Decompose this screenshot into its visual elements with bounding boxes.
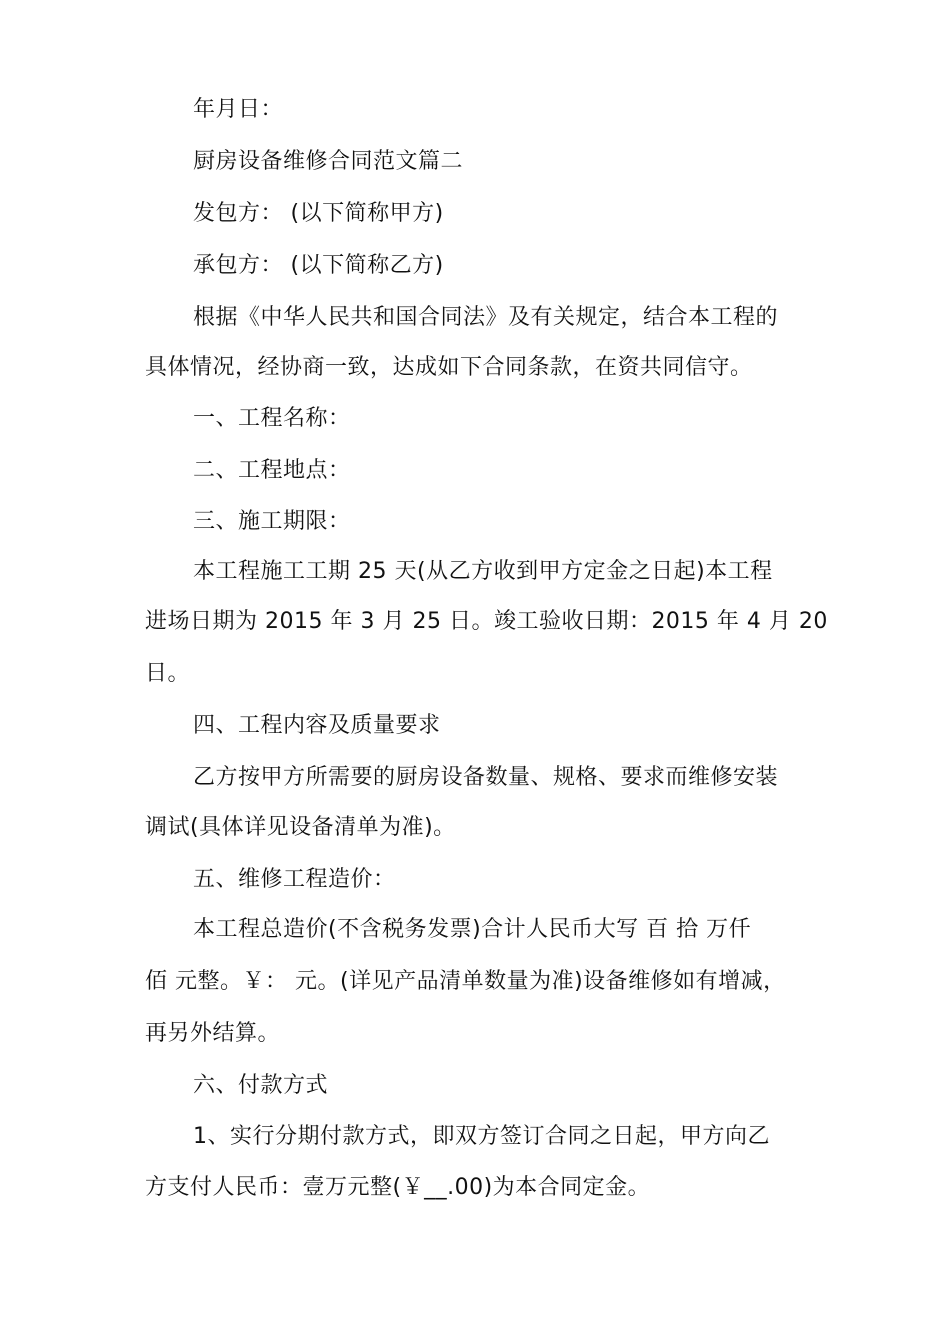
section-5-heading: 五、维修工程造价：: [193, 867, 396, 892]
price-line-2: 佰 元整。￥： 元。(详见产品清单数量为准)设备维修如有增减，: [145, 969, 786, 994]
schedule-line-3: 日。: [145, 661, 191, 686]
section-6-heading: 六、付款方式: [193, 1073, 329, 1098]
payment-line-2: 方支付人民币：壹万元整(￥__.00)为本合同定金。: [145, 1175, 651, 1200]
content-line-1: 乙方按甲方所需要的厨房设备数量、规格、要求而维修安装: [193, 765, 779, 790]
content-line-2: 调试(具体详见设备清单为准)。: [145, 815, 456, 840]
party-a-line: 发包方： (以下简称甲方): [193, 201, 444, 226]
section-4-heading: 四、工程内容及质量要求: [193, 713, 441, 738]
document-title: 厨房设备维修合同范文篇二: [193, 149, 464, 174]
section-2-heading: 二、工程地点：: [193, 458, 351, 483]
preamble-line-1: 根据《中华人民共和国合同法》及有关规定，结合本工程的: [193, 305, 779, 330]
section-1-heading: 一、工程名称：: [193, 406, 351, 431]
party-b-line: 承包方： (以下简称乙方): [193, 253, 444, 278]
schedule-line-1: 本工程施工工期 25 天(从乙方收到甲方定金之日起)本工程: [193, 559, 773, 584]
price-line-3: 再另外结算。: [145, 1021, 281, 1046]
schedule-line-2: 进场日期为 2015 年 3 月 25 日。竣工验收日期：2015 年 4 月 20: [145, 609, 828, 634]
payment-line-1: 1、实行分期付款方式，即双方签订合同之日起，甲方向乙: [193, 1124, 770, 1149]
section-3-heading: 三、施工期限：: [193, 509, 351, 534]
price-line-1: 本工程总造价(不含税务发票)合计人民币大写 百 拾 万仟: [193, 917, 752, 942]
date-line: 年月日：: [193, 97, 284, 122]
preamble-line-2: 具体情况，经协商一致，达成如下合同条款，在资共同信守。: [145, 355, 753, 380]
